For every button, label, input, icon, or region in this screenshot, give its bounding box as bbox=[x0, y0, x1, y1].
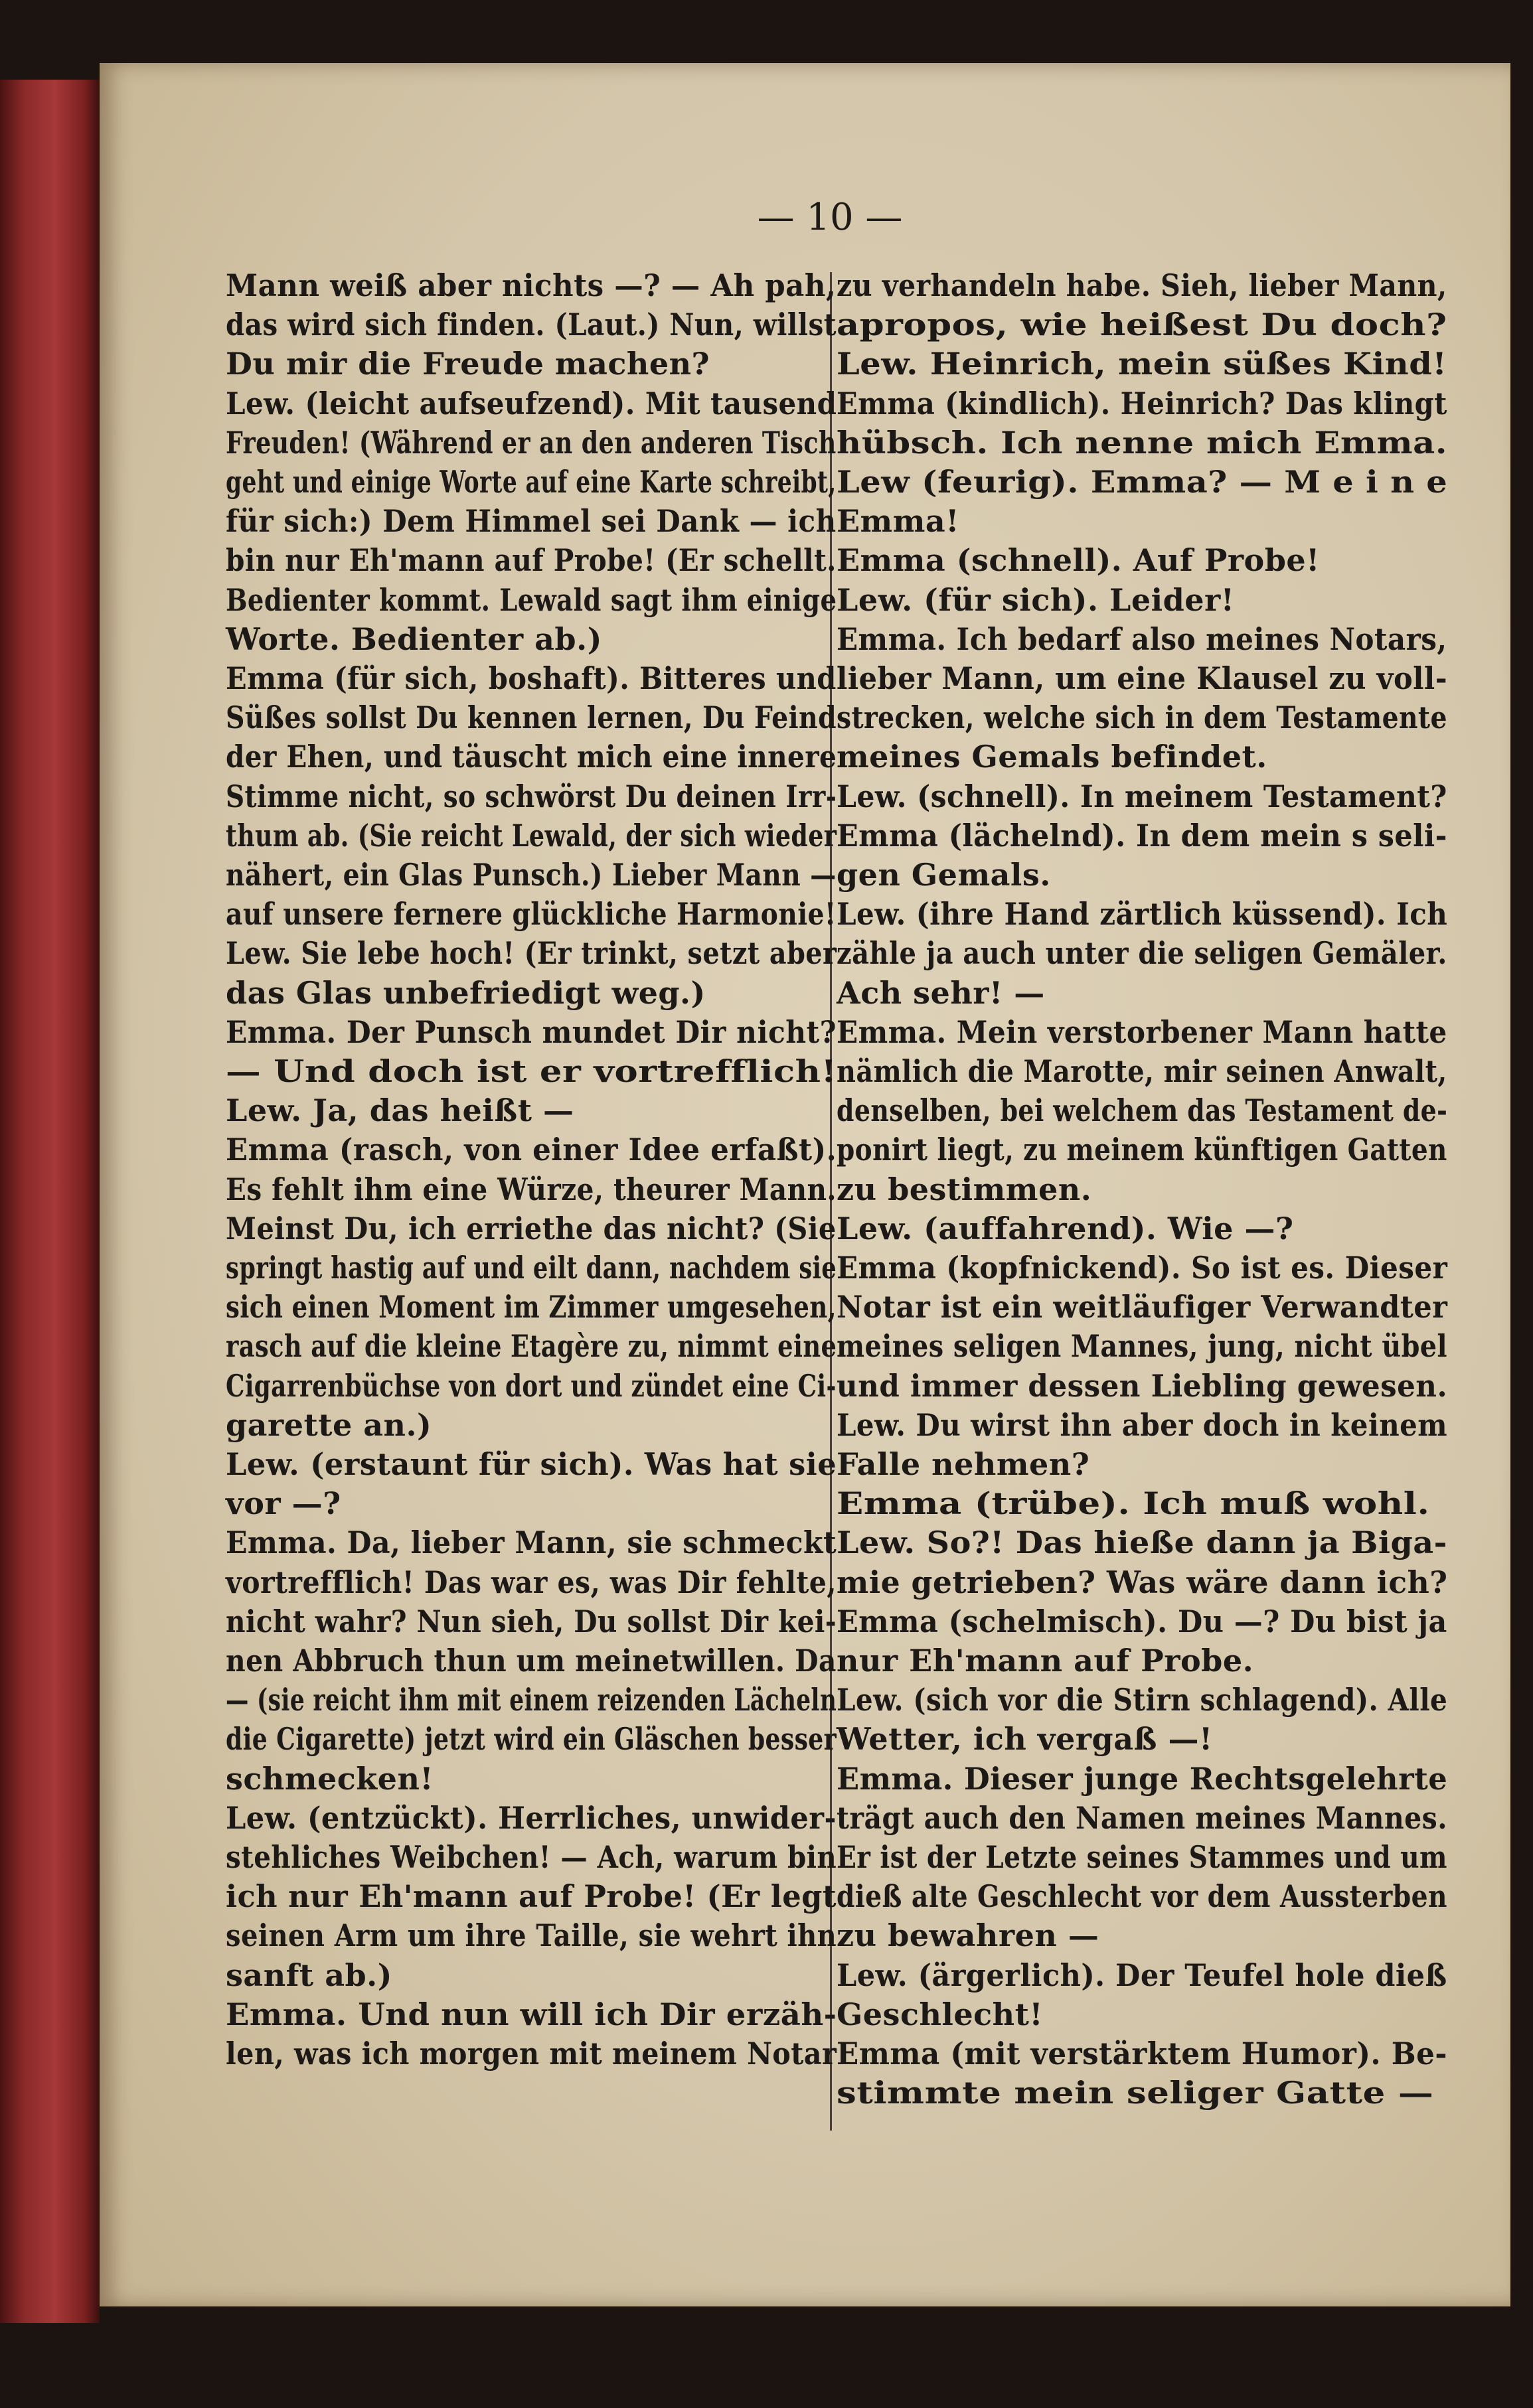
text-line: auf unsere fernere glückliche Harmonie! bbox=[226, 896, 837, 933]
text-line: Wetter, ich vergaß —! bbox=[837, 1721, 1213, 1758]
text-line: Emma. Der Punsch mundet Dir nicht? bbox=[226, 1014, 837, 1050]
text-line: rasch auf die kleine Etagère zu, nimmt eine bbox=[226, 1328, 837, 1365]
text-line: nicht wahr? Nun sieh, Du sollst Dir kei- bbox=[226, 1603, 837, 1639]
text-line: Lew. Heinrich, mein süßes Kind! bbox=[837, 346, 1447, 382]
text-line: Emma. Dieser junge Rechtsgelehrte bbox=[837, 1760, 1448, 1797]
text-line: springt hastig auf und eilt dann, nachdem sie bbox=[226, 1250, 837, 1286]
text-line: sanft ab.) bbox=[226, 1957, 392, 1993]
text-line: Lew. (auffahrend). Wie —? bbox=[837, 1210, 1294, 1246]
text-line: Emma. Da, lieber Mann, sie schmeckt bbox=[226, 1525, 837, 1561]
text-line: dieß alte Geschlecht vor dem Aussterben bbox=[837, 1878, 1447, 1915]
text-line: Es fehlt ihm eine Würze, theurer Mann. bbox=[226, 1171, 837, 1207]
text-line: Lew. (entzückt). Herrliches, unwider- bbox=[226, 1799, 837, 1836]
text-line: Emma (rasch, von einer Idee erfaßt). bbox=[226, 1132, 837, 1168]
text-line: für sich:) Dem Himmel sei Dank — ich bbox=[226, 503, 837, 540]
text-line: Emma (kindlich). Heinrich? Das klingt bbox=[837, 385, 1447, 421]
text-line: zu bewahren — bbox=[837, 1918, 1099, 1954]
text-line: Lew. (für sich). Leider! bbox=[837, 581, 1235, 618]
text-line: Cigarrenbüchse von dort und zündet eine Ci- bbox=[226, 1367, 837, 1404]
text-line: Emma (schnell). Auf Probe! bbox=[837, 542, 1320, 579]
text-line: garette an.) bbox=[226, 1406, 432, 1443]
text-line: Stimme nicht, so schwörst Du deinen Irr- bbox=[226, 778, 837, 814]
text-line: geht und einige Worte auf eine Karte schreibt, bbox=[226, 464, 837, 500]
text-line: Ach sehr! — bbox=[837, 974, 1045, 1011]
text-line: und immer dessen Liebling gewesen. bbox=[837, 1367, 1448, 1404]
text-line: Lew. (leicht aufseufzend). Mit tausend bbox=[226, 385, 837, 421]
text-line: die Cigarette) jetzt wird ein Gläschen besser bbox=[226, 1721, 837, 1758]
text-line: vor —? bbox=[226, 1485, 341, 1522]
text-line: Lew. So?! Das hieße dann ja Biga- bbox=[837, 1525, 1447, 1561]
text-line: bin nur Eh'mann auf Probe! (Er schellt. bbox=[226, 542, 837, 579]
text-line: Lew. (sich vor die Stirn schlagend). Alle bbox=[837, 1682, 1448, 1718]
text-line: Lew. Du wirst ihn aber doch in keinem bbox=[837, 1406, 1448, 1443]
text-line: thum ab. (Sie reicht Lewald, der sich wieder bbox=[226, 817, 837, 854]
text-line: meines Gemals befindet. bbox=[837, 739, 1267, 775]
text-line: Lew. (schnell). In meinem Testament? bbox=[837, 778, 1447, 814]
text-line: Emma (schelmisch). Du —? Du bist ja bbox=[837, 1603, 1447, 1639]
text-line: — Und doch ist er vortrefflich! bbox=[226, 1053, 837, 1089]
text-line: Emma! bbox=[837, 503, 959, 540]
text-line: das Glas unbefriedigt weg.) bbox=[226, 974, 706, 1011]
text-line: denselben, bei welchem das Testament de- bbox=[837, 1092, 1448, 1129]
text-line: zähle ja auch unter die seligen Gemäler. bbox=[837, 935, 1447, 972]
text-line: Emma (lächelnd). In dem mein s seli- bbox=[837, 817, 1447, 854]
text-line: len, was ich morgen mit meinem Notar bbox=[226, 2036, 837, 2071]
text-line: Lew. Ja, das heißt — bbox=[226, 1092, 574, 1129]
text-line: hübsch. Ich nenne mich Emma. bbox=[837, 424, 1448, 461]
text-line: sich einen Moment im Zimmer umgesehen, bbox=[226, 1289, 837, 1325]
text-line: nen Abbruch thun um meinetwillen. Da bbox=[226, 1643, 837, 1679]
text-line: Lew. Sie lebe hoch! (Er trinkt, setzt aber bbox=[226, 935, 837, 972]
text-line: gen Gemals. bbox=[837, 857, 1051, 893]
text-line: ponirt liegt, zu meinem künftigen Gatten bbox=[837, 1132, 1447, 1168]
text-line: trägt auch den Namen meines Mannes. bbox=[837, 1799, 1447, 1836]
page-number: — 10 — bbox=[757, 196, 903, 239]
text-line: vortrefflich! Das war es, was Dir fehlte, bbox=[226, 1564, 837, 1600]
text-line: Emma (für sich, boshaft). Bitteres und bbox=[226, 660, 837, 696]
text-line: Meinst Du, ich erriethe das nicht? (Sie bbox=[226, 1210, 837, 1246]
text-line: Falle nehmen? bbox=[837, 1446, 1090, 1482]
text-line: apropos, wie heißest Du doch? bbox=[837, 307, 1447, 343]
text-line: strecken, welche sich in dem Testamente bbox=[837, 700, 1447, 736]
text-line: lieber Mann, um eine Klausel zu voll- bbox=[837, 660, 1448, 696]
text-line: Er ist der Letzte seines Stammes und um bbox=[837, 1839, 1447, 1875]
book-edge bbox=[0, 80, 100, 2323]
text-line: meines seligen Mannes, jung, nicht übel bbox=[837, 1328, 1448, 1365]
text-line: das wird sich finden. (Laut.) Nun, willst bbox=[226, 307, 837, 343]
text-line: Worte. Bedienter ab.) bbox=[226, 621, 602, 657]
text-line: nur Eh'mann auf Probe. bbox=[837, 1643, 1254, 1679]
text-line: der Ehen, und täuscht mich eine innere bbox=[226, 739, 837, 775]
text-line: Geschlecht! bbox=[837, 1996, 1044, 2032]
text-line: stimmte mein seliger Gatte — bbox=[837, 2075, 1434, 2111]
text-line: Emma (trübe). Ich muß wohl. bbox=[837, 1485, 1430, 1522]
text-line: Süßes sollst Du kennen lernen, Du Feind bbox=[226, 700, 837, 736]
text-line: Freuden! (Während er an den anderen Tisch bbox=[226, 424, 837, 461]
text-line: mie getrieben? Was wäre dann ich? bbox=[837, 1564, 1448, 1600]
text-line: zu verhandeln habe. Sieh, lieber Mann, bbox=[837, 267, 1447, 303]
text-line: Emma. Und nun will ich Dir erzäh- bbox=[226, 1996, 837, 2032]
text-line: Lew. (erstaunt für sich). Was hat sie bbox=[226, 1446, 837, 1482]
text-line: stehliches Weibchen! — Ach, warum bin bbox=[226, 1839, 837, 1875]
text-line: Lew. (ihre Hand zärtlich küssend). Ich bbox=[837, 896, 1448, 933]
text-line: seinen Arm um ihre Taille, sie wehrt ihn bbox=[226, 1918, 837, 1954]
text-line: Lew (feurig). Emma? — M e i n e bbox=[837, 464, 1448, 500]
text-line: Du mir die Freude machen? bbox=[226, 346, 710, 382]
text-line: Emma (kopfnickend). So ist es. Dieser bbox=[837, 1250, 1448, 1286]
text-line: zu bestimmen. bbox=[837, 1171, 1092, 1207]
text-line: nähert, ein Glas Punsch.) Lieber Mann — bbox=[226, 857, 837, 893]
text-line: Emma (mit verstärktem Humor). Be- bbox=[837, 2036, 1447, 2071]
text-line: Mann weiß aber nichts —? — Ah pah, bbox=[226, 267, 837, 303]
text-line: Emma. Ich bedarf also meines Notars, bbox=[837, 621, 1447, 657]
text-line: Emma. Mein verstorbener Mann hatte bbox=[837, 1014, 1447, 1050]
text-line: Lew. (ärgerlich). Der Teufel hole dieß bbox=[837, 1957, 1447, 1993]
text-line: Notar ist ein weitläufiger Verwandter bbox=[837, 1289, 1448, 1325]
text-line: ich nur Eh'mann auf Probe! (Er legt bbox=[226, 1878, 837, 1915]
text-line: schmecken! bbox=[226, 1760, 434, 1797]
text-line: — (sie reicht ihm mit einem reizenden Lächeln bbox=[226, 1682, 837, 1718]
text-line: nämlich die Marotte, mir seinen Anwalt, bbox=[837, 1053, 1447, 1089]
text-line: Bedienter kommt. Lewald sagt ihm einige bbox=[226, 581, 837, 618]
